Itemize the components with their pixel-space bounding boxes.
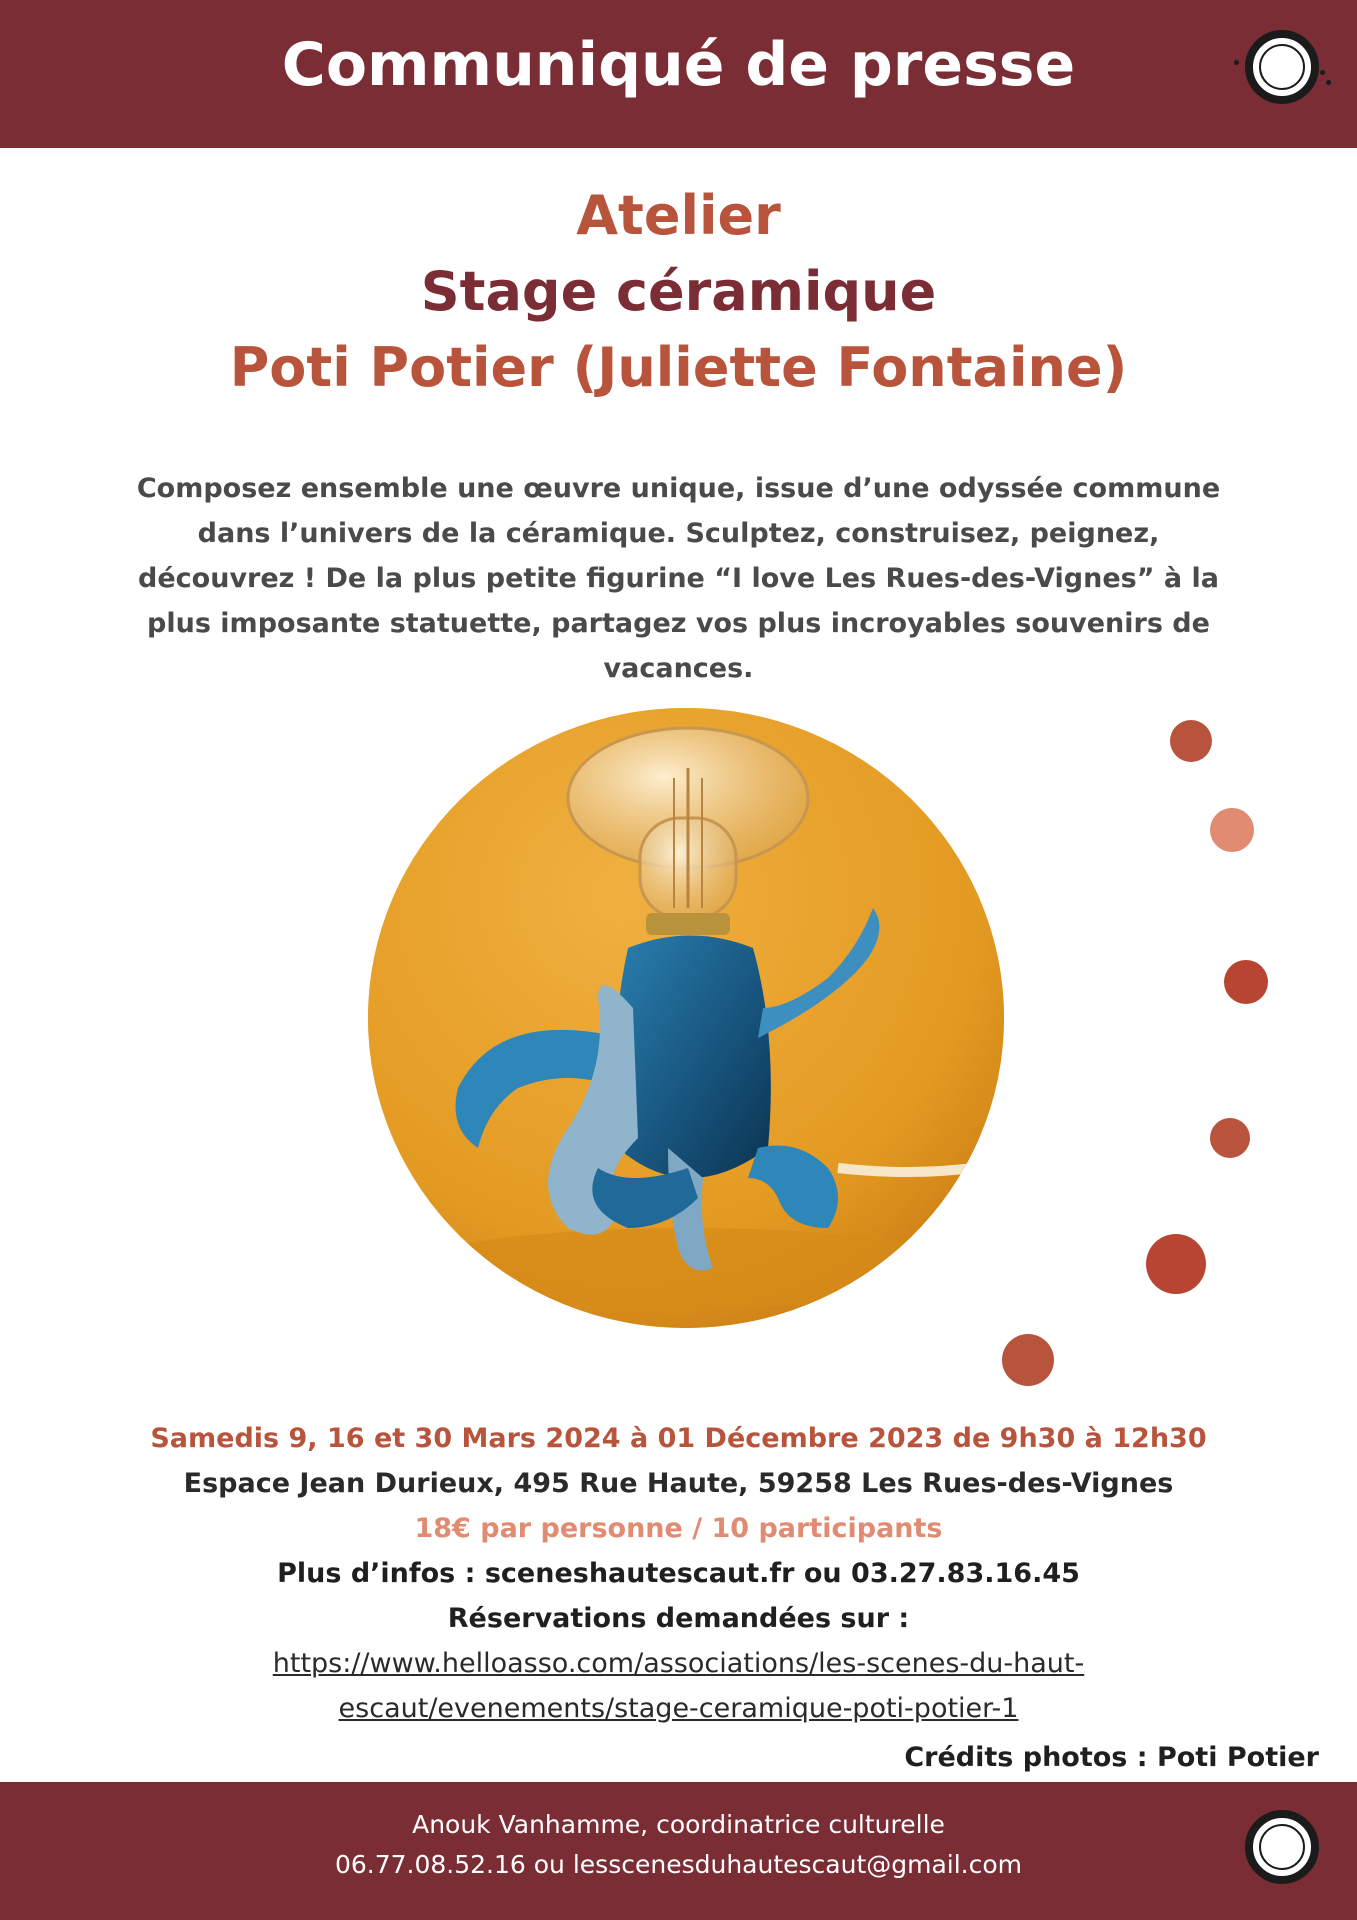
logo-dot xyxy=(1320,70,1325,75)
logo xyxy=(1245,1810,1319,1884)
photo-credits: Crédits photos : Poti Potier xyxy=(904,1742,1319,1773)
logo-dot xyxy=(1326,80,1331,85)
decorative-dot xyxy=(1002,1334,1054,1386)
event-place: Espace Jean Durieux, 495 Rue Haute, 59258 Les Rues-des-Vignes xyxy=(183,1468,1174,1499)
logo-dot xyxy=(1234,60,1239,65)
event-info xyxy=(0,1416,1357,1731)
header-banner xyxy=(0,0,1357,148)
contact-details: 06.77.08.52.16 ou lesscenesduhautescaut@gmail.com xyxy=(334,1850,1023,1879)
reservation-link-line2[interactable]: escaut/evenements/stage-ceramique-poti-potier-1 xyxy=(338,1693,1019,1724)
decorative-dot xyxy=(1210,808,1254,852)
event-titles xyxy=(0,178,1357,406)
footer-banner xyxy=(0,1782,1357,1920)
event-dates: Samedis 9, 16 et 30 Mars 2024 à 01 Décembre 2023 de 9h30 à 12h30 xyxy=(150,1423,1207,1454)
event-photo xyxy=(368,708,1004,1328)
octopus-lamp-illustration xyxy=(368,708,1004,1328)
event-artist: Poti Potier (Juliette Fontaine) xyxy=(229,336,1128,399)
decorative-dot xyxy=(1146,1234,1206,1294)
reservation-link-line1[interactable]: https://www.helloasso.com/associations/les-scenes-du-haut- xyxy=(272,1648,1085,1679)
intro-paragraph: Composez ensemble une œuvre unique, issue d’une odyssée commune dans l’univers de la céramique. Sculptez, construisez, peignez, découvrez ! De la plus petite figurine “I love Les Rues-des-Vignes” à la plus imposante statuette, partagez vos plus incroyables souvenirs de vacances. xyxy=(136,473,1221,684)
reservation-link[interactable] xyxy=(0,1641,1357,1731)
contact-name: Anouk Vanhamme, coordinatrice culturelle xyxy=(412,1810,945,1839)
event-title: Stage céramique xyxy=(420,260,937,323)
event-price: 18€ par personne / 10 participants xyxy=(414,1513,943,1544)
page-title: Communiqué de presse xyxy=(281,30,1076,100)
decorative-dot xyxy=(1170,720,1212,762)
logo xyxy=(1245,30,1319,104)
more-info: Plus d’infos : sceneshautescaut.fr ou 03.27.83.16.45 xyxy=(277,1558,1080,1589)
decorative-dot xyxy=(1210,1118,1250,1158)
event-type: Atelier xyxy=(576,184,781,247)
reservation-label: Réservations demandées sur : xyxy=(447,1603,910,1634)
decorative-dot xyxy=(1224,960,1268,1004)
